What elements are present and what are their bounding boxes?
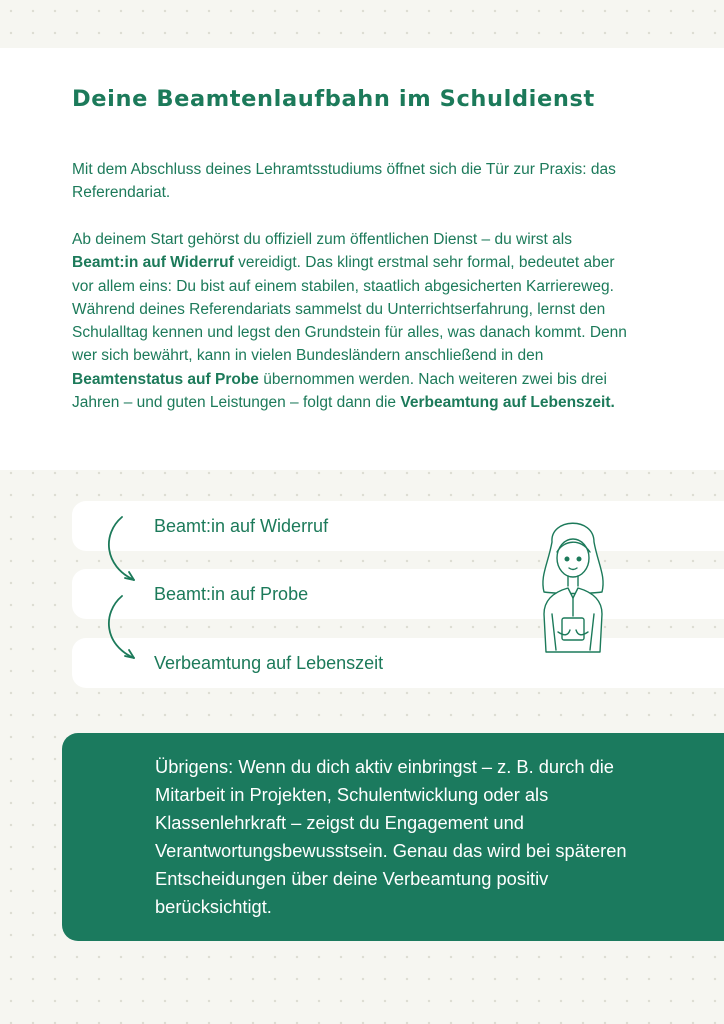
career-text-3: übernommen werden. Nach weiteren zwei bis drei Jahren – und guten Leistungen – folgt dann die <box>72 370 607 412</box>
step-label: Beamt:in auf Probe <box>154 584 309 604</box>
career-text-2: vereidigt. Das klingt erstmal sehr formal, bedeutet aber vor allem eins: Du bist auf einem stabilen, staatlich abgesicherten Karriereweg. Während deines Referendariats sammelst du Unterrichtserfahrung, lernst den Schulalltag kennen und legst den Grundstein für alles, was danach kommt. Denn wer sich bewährt, kann in vielen Bundesländern anschließend in den <box>72 254 627 365</box>
career-paragraph <box>72 228 632 414</box>
arrow-curve-1 <box>109 517 134 580</box>
page-title: Deine Beamtenlaufbahn im Schuldienst <box>72 86 595 112</box>
callout-text: Übrigens: Wenn du dich aktiv einbringst – z. B. durch die Mitarbeit in Projekten, Schulentwicklung oder als Klassenlehrkraft – zeigst du Engagement und Verantwortungsbewusstsein. Genau das wird bei späteren Entscheidungen über deine Verbeamtung positiv berücksichtigt. <box>155 756 627 917</box>
highlight-lebenszeit: Verbeamtung auf Lebenszeit. <box>400 394 615 412</box>
step-arrows-icon <box>100 510 150 670</box>
arrow-curve-2 <box>109 596 134 658</box>
step-label: Verbeamtung auf Lebenszeit <box>154 653 384 673</box>
info-callout <box>62 733 724 941</box>
step-probe <box>72 569 724 619</box>
career-text-1: Ab deinem Start gehörst du offiziell zum öffentlichen Dienst – du wirst als <box>72 231 572 248</box>
highlight-widerruf: Beamt:in auf Widerruf <box>72 254 234 272</box>
teacher-illustration-icon <box>528 512 618 660</box>
intro-paragraph: Mit dem Abschluss deines Lehramtsstudiums öffnet sich die Tür zur Praxis: das Referendariat. <box>72 161 616 202</box>
step-label: Beamt:in auf Widerruf <box>154 516 329 536</box>
highlight-probe: Beamtenstatus auf Probe <box>72 370 259 388</box>
step-widerruf <box>72 501 724 551</box>
step-lebenszeit <box>72 638 724 688</box>
